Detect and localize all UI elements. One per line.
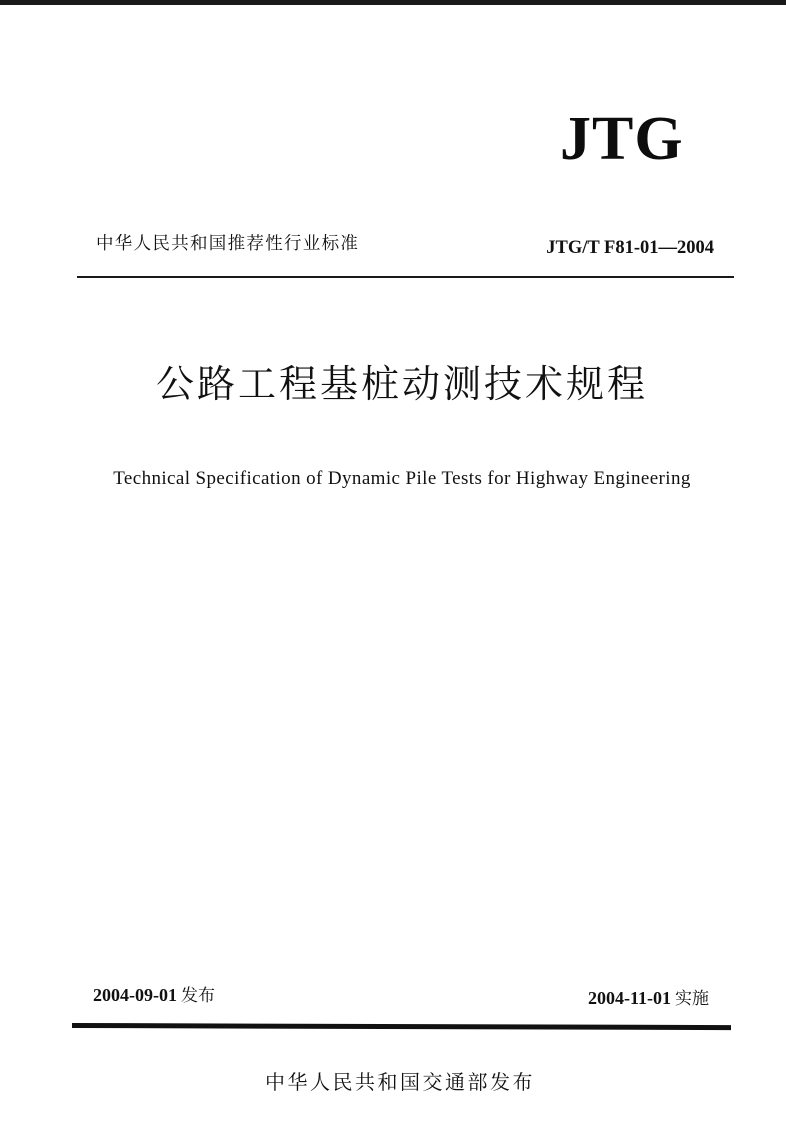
jtg-logo: JTG <box>560 105 684 173</box>
implementation-date: 2004-11-01 <box>588 988 671 1008</box>
issue-date-block <box>93 982 215 1009</box>
standard-category: 中华人民共和国推荐性行业标准 <box>96 234 360 254</box>
publisher: 中华人民共和国交通部发布 <box>265 1070 535 1094</box>
header-divider <box>77 276 734 278</box>
implementation-label: 实施 <box>675 989 709 1009</box>
issue-label: 发布 <box>181 986 215 1006</box>
standard-number: JTG/T F81-01—2004 <box>546 238 714 258</box>
footer-divider <box>72 1023 731 1030</box>
document-title-english: Technical Specification of Dynamic Pile Tests for Highway Engineering <box>113 468 691 489</box>
issue-date: 2004-09-01 <box>93 985 177 1005</box>
implementation-date-block <box>588 985 709 1012</box>
scan-top-edge <box>0 0 786 5</box>
document-title-chinese: 公路工程基桩动测技术规程 <box>155 362 648 406</box>
